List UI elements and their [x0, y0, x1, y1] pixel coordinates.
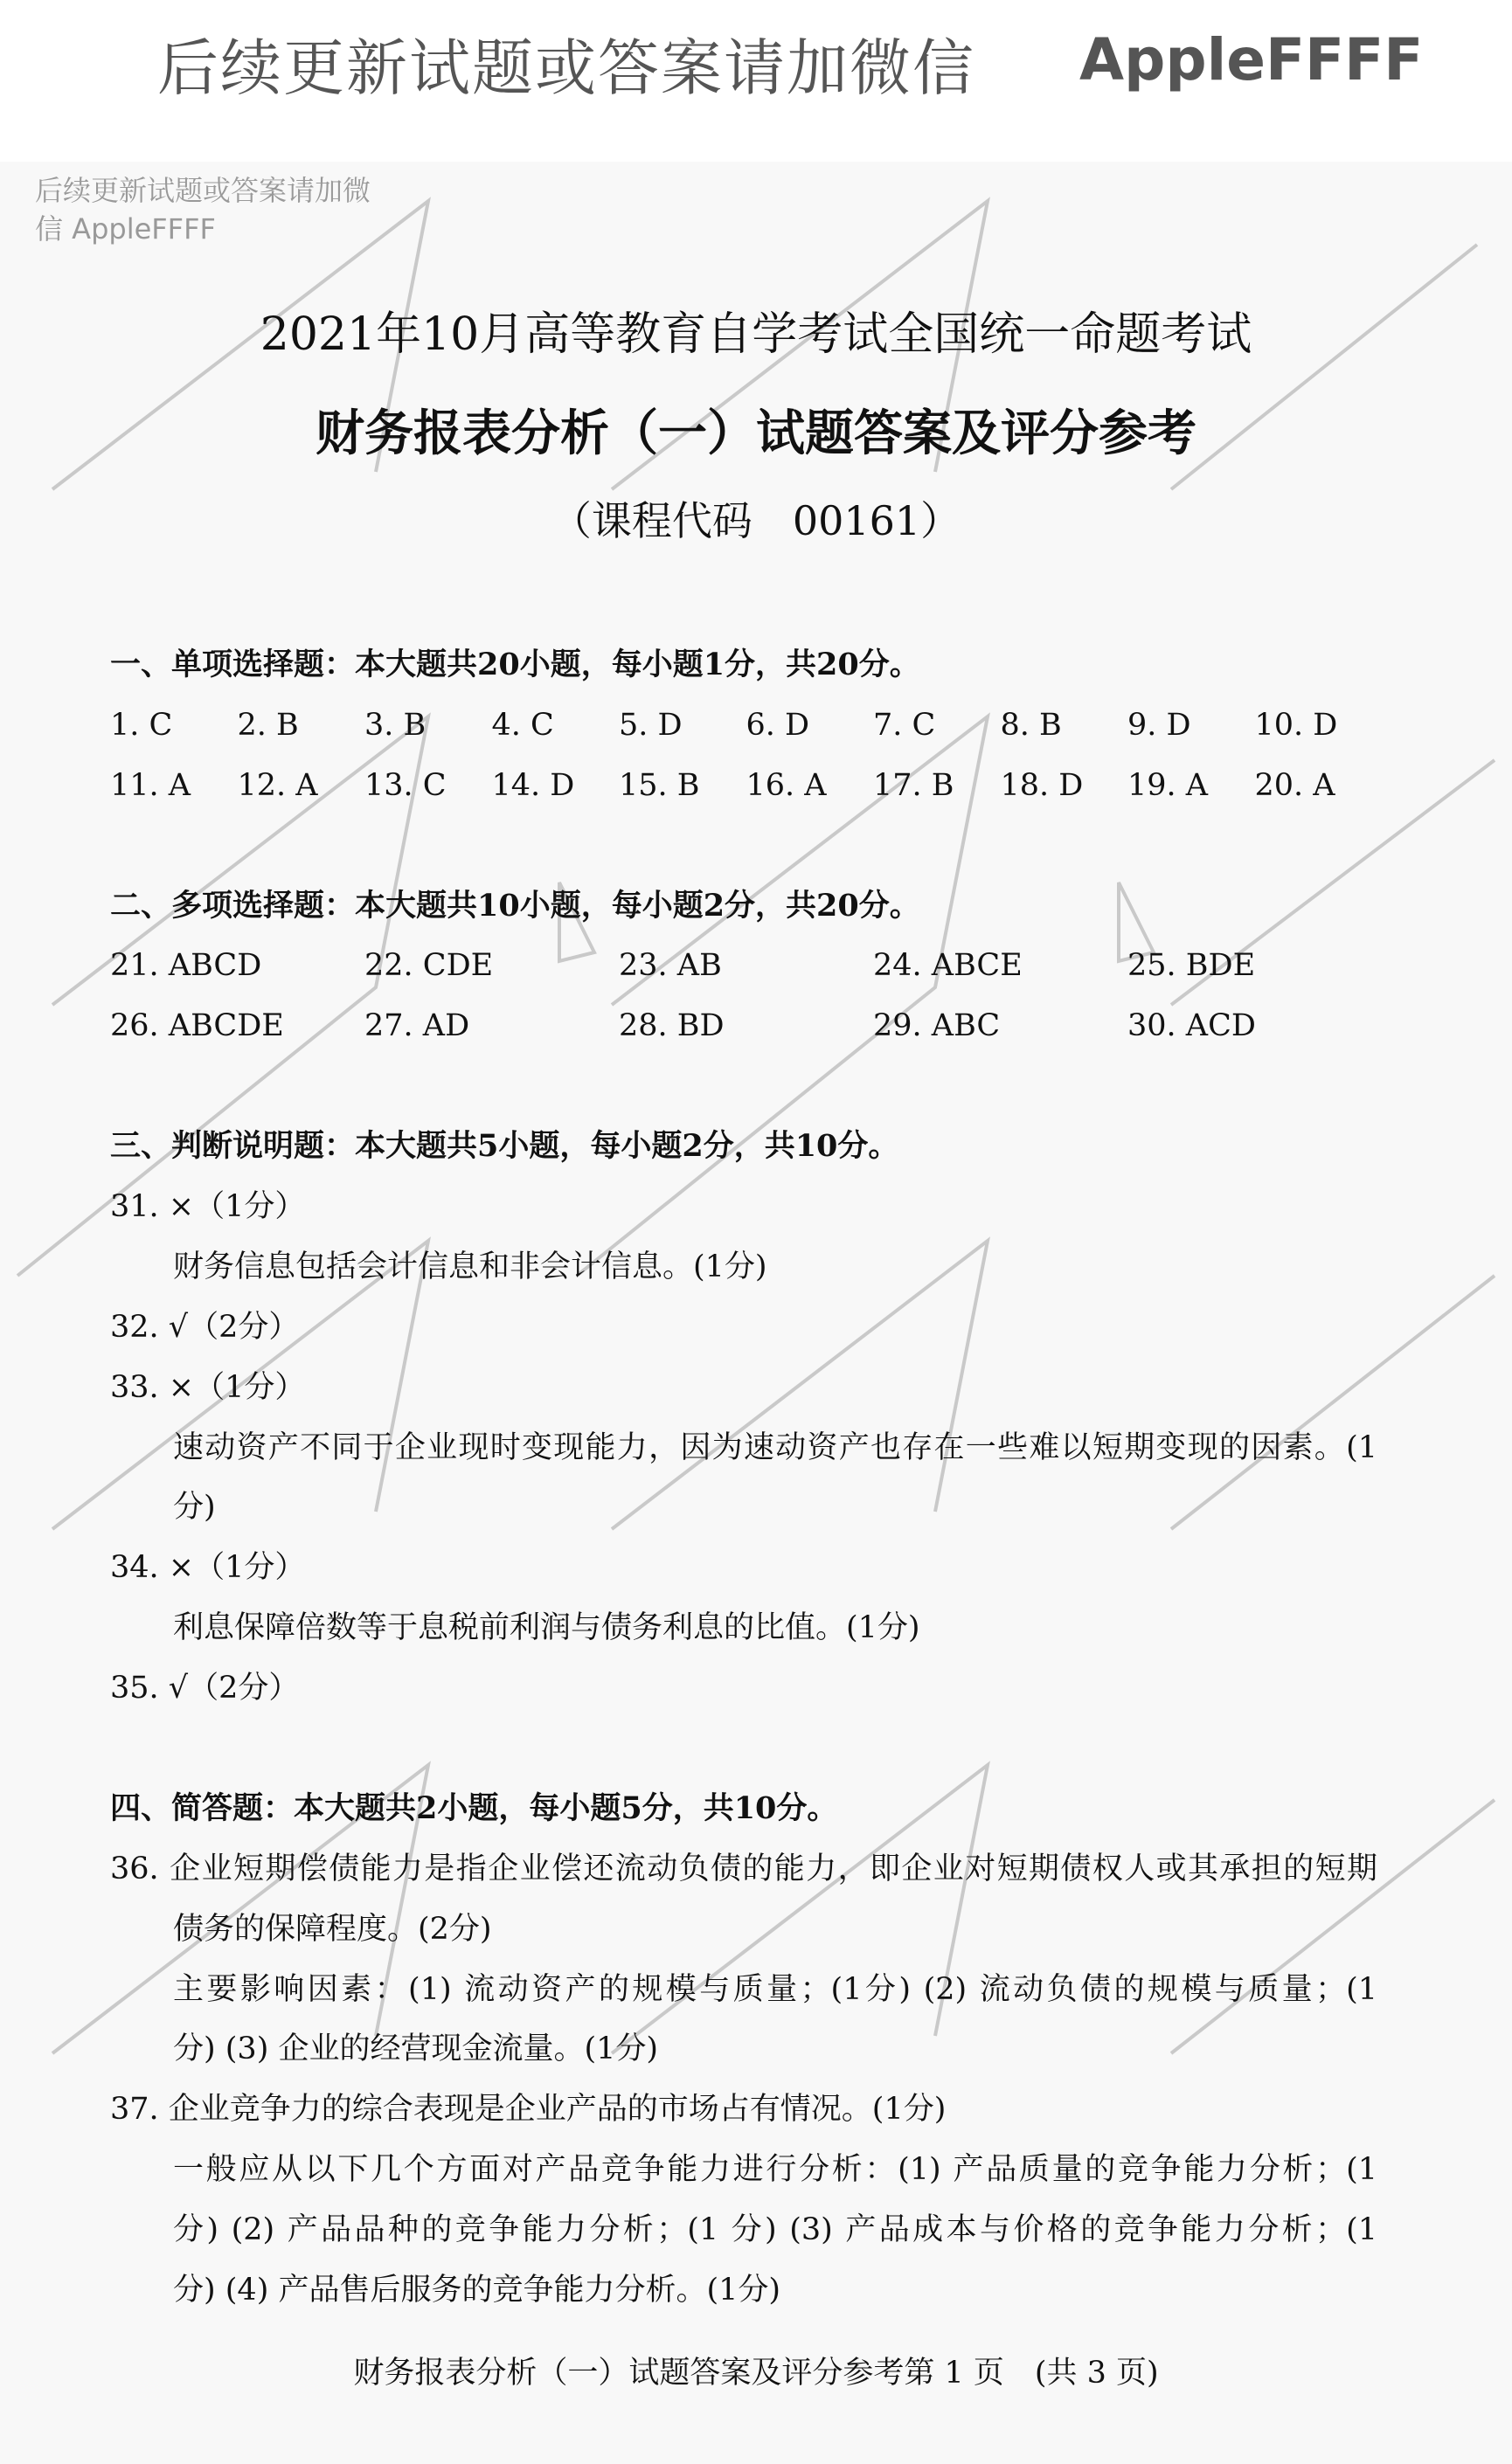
answer-item: 4. C — [491, 707, 554, 743]
answer-line: 主要影响因素：(1) 流动资产的规模与质量；(1分) (2) 流动负债的规模与质量；(1 — [173, 1971, 1377, 2007]
answer-item: 20. A — [1254, 767, 1335, 803]
answer-line: 32. √（2分） — [110, 1309, 300, 1345]
answer-line: 速动资产不同于企业现时变现能力，因为速动资产也存在一些难以短期变现的因素。(1 — [173, 1429, 1377, 1465]
answer-line: 36. 企业短期偿债能力是指企业偿还流动负债的能力，即企业对短期债权人或其承担的短期 — [110, 1851, 1377, 1886]
promo-banner — [0, 0, 1512, 162]
answer-item: 27. AD — [364, 1008, 470, 1044]
answer-line: 利息保障倍数等于息税前利润与债务利息的比值。(1分) — [173, 1610, 920, 1646]
answer-item: 9. D — [1127, 707, 1191, 743]
section4-heading: 四、简答题：本大题共2小题，每小题5分，共10分。 — [110, 1789, 838, 1826]
answer-item: 25. BDE — [1127, 948, 1256, 984]
answer-item: 30. ACD — [1127, 1008, 1256, 1044]
answer-item: 1. C — [110, 707, 173, 743]
section4-answers — [110, 1839, 1377, 2321]
answer-line: 分) (3) 企业的经营现金流量。(1分) — [173, 2031, 659, 2067]
watermark-line2: 信 AppleFFFF — [35, 212, 216, 246]
watermark-line1: 后续更新试题或答案请加微 — [35, 174, 371, 207]
section1-heading: 一、单项选择题：本大题共20小题，每小题1分，共20分。 — [110, 647, 920, 682]
page-footer: 财务报表分析（一）试题答案及评分参考第 1 页 (共 3 页) — [353, 2356, 1159, 2391]
answer-item: 11. A — [110, 767, 191, 803]
answer-item: 8. B — [1000, 707, 1062, 743]
answer-line: 35. √（2分） — [110, 1671, 300, 1706]
answer-line: 37. 企业竞争力的综合表现是企业产品的市场占有情况。(1分) — [110, 2092, 947, 2128]
answer-line: 一般应从以下几个方面对产品竞争能力进行分析：(1) 产品质量的竞争能力分析；(1 — [173, 2152, 1377, 2188]
answer-item: 10. D — [1254, 707, 1338, 743]
section2-answers — [110, 936, 1377, 1056]
answer-item: 23. AB — [619, 948, 722, 984]
answer-item: 29. ABC — [873, 1008, 1001, 1044]
answer-line: 31. ×（1分） — [110, 1189, 306, 1225]
answer-item: 22. CDE — [364, 948, 494, 984]
answer-item: 21. ABCD — [110, 948, 262, 984]
answer-item: 3. B — [364, 707, 427, 743]
answer-line: 分) — [173, 1490, 216, 1526]
answer-content — [110, 635, 1377, 2321]
answer-line: 分) (4) 产品售后服务的竞争能力分析。(1分) — [173, 2273, 781, 2308]
document-title: 财务报表分析（一）试题答案及评分参考 — [316, 405, 1196, 462]
answer-item: 24. ABCE — [873, 948, 1023, 984]
banner-brand: AppleFFFF — [1079, 26, 1424, 93]
answer-item: 26. ABCDE — [110, 1008, 284, 1044]
section2-heading: 二、多项选择题：本大题共10小题，每小题2分，共20分。 — [110, 887, 920, 924]
answer-item: 15. B — [619, 767, 700, 803]
answer-item: 17. B — [873, 767, 954, 803]
section1-answers — [110, 696, 1377, 816]
answer-item: 6. D — [746, 707, 810, 743]
answer-item: 12. A — [237, 767, 318, 803]
answer-line: 分) (2) 产品品种的竞争能力分析；(1 分) (3) 产品成本与价格的竞争能力分析；(1 — [173, 2212, 1377, 2248]
banner-text: 后续更新试题或答案请加微信 — [157, 32, 975, 104]
answer-line: 债务的保障程度。(2分) — [173, 1911, 492, 1947]
answer-item: 18. D — [1000, 767, 1084, 803]
section3-answers — [110, 1177, 1377, 1719]
answer-line: 34. ×（1分） — [110, 1550, 306, 1586]
answer-item: 16. A — [746, 767, 827, 803]
exam-title: 2021年10月高等教育自学考试全国统一命题考试 — [260, 308, 1252, 361]
answer-item: 7. C — [873, 707, 936, 743]
course-code: （课程代码 00161） — [551, 497, 961, 544]
answer-item: 13. C — [364, 767, 447, 803]
answer-item: 5. D — [619, 707, 683, 743]
answer-line: 财务信息包括会计信息和非会计信息。(1分) — [173, 1249, 767, 1284]
answer-line: 33. ×（1分） — [110, 1369, 306, 1405]
answer-item: 14. D — [491, 767, 575, 803]
section3-heading: 三、判断说明题：本大题共5小题，每小题2分，共10分。 — [110, 1128, 899, 1165]
watermark-text — [35, 171, 371, 248]
answer-item: 2. B — [237, 707, 299, 743]
answer-item: 28. BD — [619, 1008, 725, 1044]
answer-item: 19. A — [1127, 767, 1209, 803]
